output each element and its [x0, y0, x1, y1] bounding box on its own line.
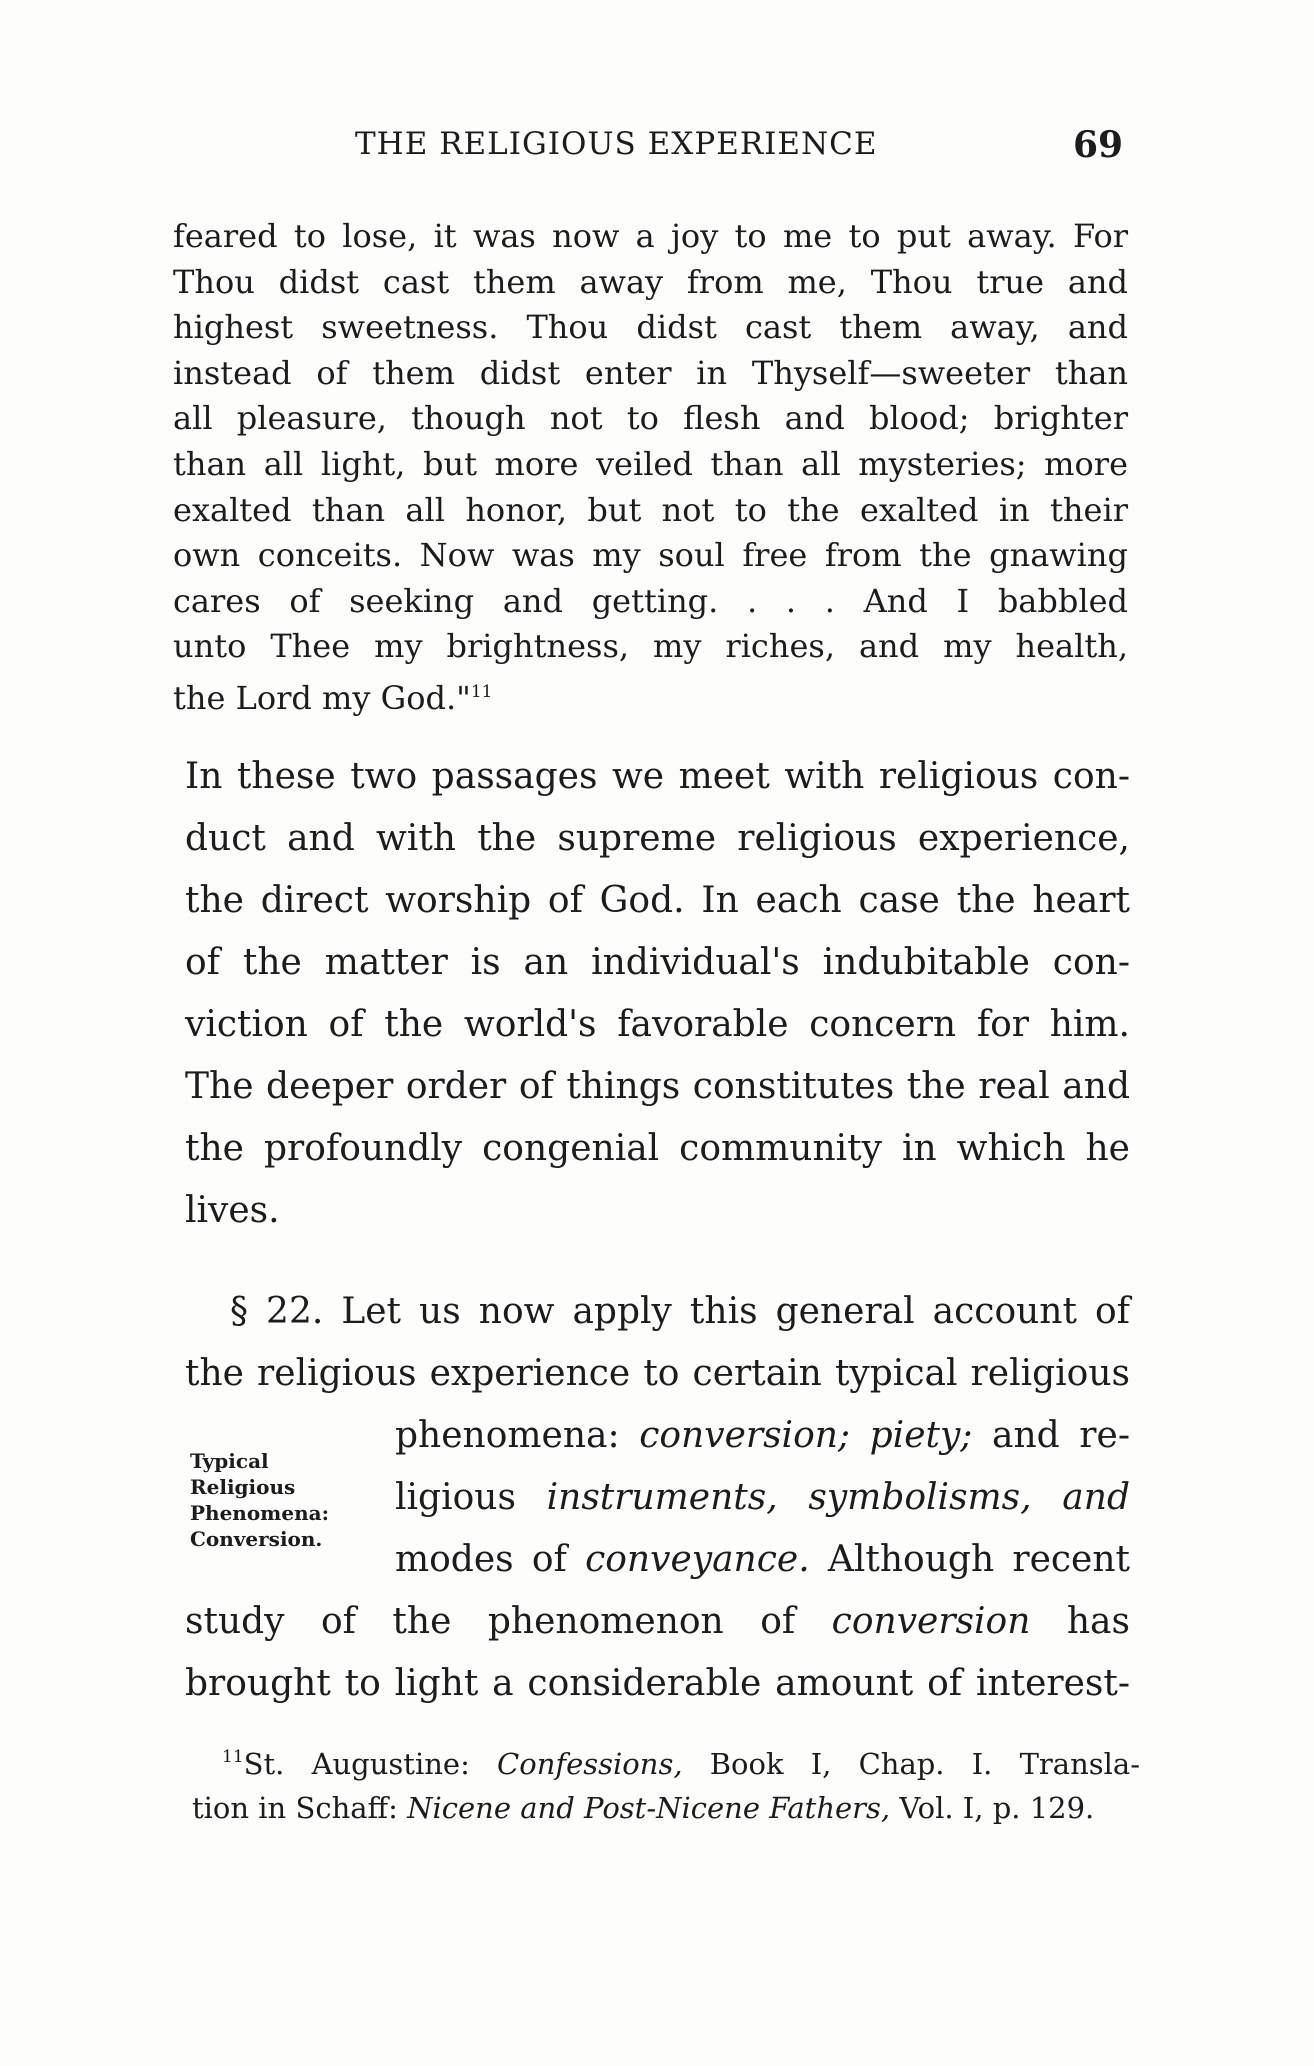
paragraph-line: In these two passages we meet with religious con- [185, 756, 1130, 797]
paragraph-line: brought to light a considerable amount of interest- [185, 1663, 1130, 1704]
quote-line: exalted than all honor, but not to the exalted in their [173, 490, 1128, 529]
text-run: ligious [395, 1477, 547, 1518]
text-run: phenomena: [395, 1415, 640, 1456]
text-run: Although recent [809, 1539, 1130, 1580]
page-number: 69 [1073, 124, 1124, 166]
quote-line: own conceits. Now was my soul free from the gnawing [173, 536, 1128, 575]
footnote-line [192, 1735, 1140, 1786]
margin-note [190, 1448, 360, 1552]
quote-text: the Lord my God." [173, 678, 471, 717]
text-run: Vol. I, p. 129. [890, 1791, 1095, 1825]
paragraph-line: the religious experience to certain typical religious [185, 1353, 1130, 1394]
block-quote [173, 214, 1128, 722]
footnote-mark: 11 [222, 1747, 244, 1767]
quote-last-line [173, 670, 1128, 722]
italic-run: conversion [831, 1601, 1031, 1642]
margin-note-line: Phenomena: [190, 1501, 329, 1525]
paragraph-line: The deeper order of things constitutes the real and [185, 1066, 1130, 1107]
quote-line: highest sweetness. Thou didst cast them away, and [173, 308, 1128, 347]
paragraph-line: lives. [185, 1190, 280, 1231]
text-run: Book I, Chap. I. Transla- [682, 1747, 1140, 1781]
running-title: THE RELIGIOUS EXPERIENCE [355, 126, 878, 162]
quote-line: instead of them didst enter in Thyself—sweeter than [173, 353, 1128, 392]
quote-line: feared to lose, it was now a joy to me to put away. For [173, 217, 1128, 255]
quote-line: unto Thee my brightness, my riches, and my health, [173, 627, 1128, 666]
text-run: tion in Schaff: [192, 1791, 408, 1825]
italic-run: conveyance. [585, 1539, 810, 1580]
paragraph-line: the direct worship of God. In each case the heart [185, 880, 1130, 921]
text-run: modes of [395, 1539, 586, 1580]
quote-line: Thou didst cast them away from me, Thou true and [173, 262, 1128, 301]
margin-note-line: Conversion. [190, 1527, 323, 1551]
quote-line: than all light, but more veiled than all mysteries; more [173, 444, 1128, 483]
footnote-reference: 11 [470, 681, 493, 702]
paragraph-line [185, 1591, 1130, 1653]
section-heading-line: § 22. Let us now apply this general account of [230, 1291, 1130, 1332]
paragraph-line: viction of the world's favorable concern for him. [185, 1004, 1130, 1045]
italic-run: Confessions, [497, 1747, 683, 1781]
italic-run: instruments, symbolisms, and [546, 1477, 1130, 1518]
paragraph-1 [185, 746, 1130, 1242]
quote-line: cares of seeking and getting. . . . And I babbled [173, 581, 1128, 620]
text-run: has [1030, 1601, 1130, 1642]
footnote [192, 1735, 1140, 1830]
paragraph-line: the profoundly congenial community in which he [185, 1128, 1130, 1169]
paragraph-line: of the matter is an individual's indubitable con- [185, 942, 1130, 983]
text-run: and re- [972, 1415, 1130, 1456]
paragraph-line: duct and with the supreme religious experience, [185, 818, 1130, 859]
quote-line: all pleasure, though not to flesh and blood; brighter [173, 399, 1128, 438]
margin-note-line: Typical [190, 1449, 269, 1473]
margin-note-line: Religious [190, 1475, 296, 1499]
text-run: St. Augustine: [243, 1747, 498, 1781]
text-run: study of the phenomenon of [185, 1601, 832, 1642]
footnote-line [192, 1786, 1140, 1830]
italic-run: conversion; piety; [639, 1415, 973, 1456]
italic-run: Nicene and Post-Nicene Fathers, [407, 1791, 891, 1825]
